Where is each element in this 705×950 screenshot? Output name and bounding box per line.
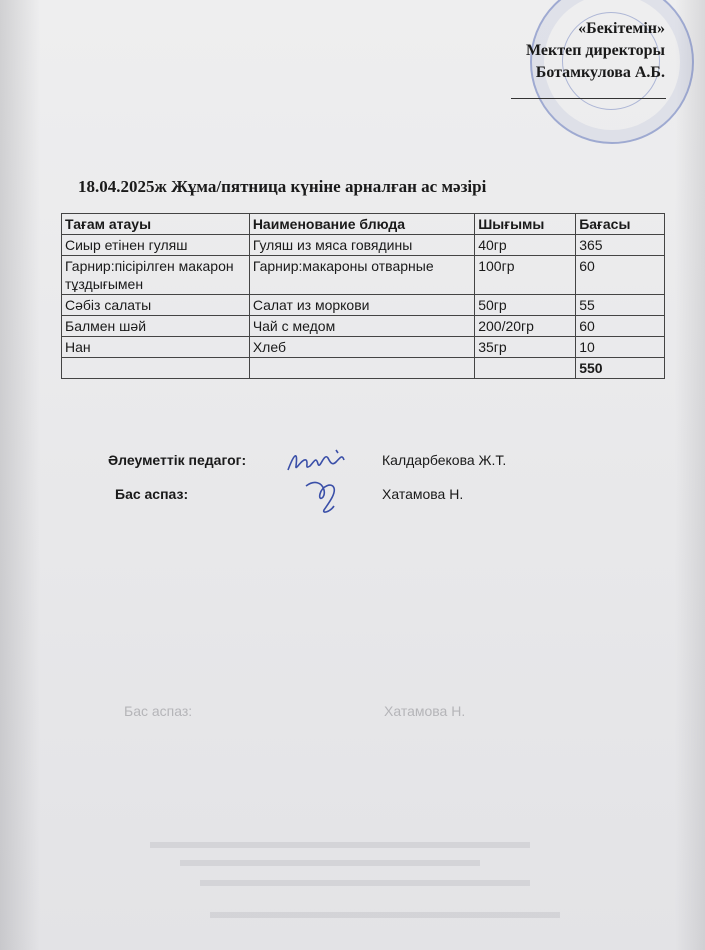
cell-yield: 200/20гр [475, 316, 576, 337]
bleed-through-line [200, 880, 530, 886]
bleed-through-line [210, 912, 560, 918]
cell-empty [475, 358, 576, 379]
page-edge-shadow [0, 0, 40, 950]
page-edge-shadow-right [675, 0, 705, 950]
cell-price: 60 [576, 256, 665, 295]
cook-signature [300, 472, 350, 518]
cell-price: 10 [576, 337, 665, 358]
table-total-row [62, 358, 665, 379]
bleed-through-label: Бас аспаз: [124, 703, 193, 719]
cell-empty [62, 358, 250, 379]
document-title: 18.04.2025ж Жұма/пятница күніне арналған ас мәзірі [78, 177, 487, 196]
table-row [62, 295, 665, 316]
cook-label: Бас аспаз: [115, 486, 189, 502]
cell-dish-ru: Салат из моркови [249, 295, 474, 316]
cell-price: 365 [576, 235, 665, 256]
cell-price: 55 [576, 295, 665, 316]
table-row [62, 316, 665, 337]
cell-dish-ru: Чай с медом [249, 316, 474, 337]
table-row [62, 256, 665, 295]
pedagog-label: Әлеуметтік педагог: [108, 452, 247, 468]
cell-yield: 100гр [475, 256, 576, 295]
cell-dish-kz: Нан [62, 337, 250, 358]
cell-dish-kz: Сәбіз салаты [62, 295, 250, 316]
cell-yield: 35гр [475, 337, 576, 358]
cell-yield: 40гр [475, 235, 576, 256]
cell-empty [249, 358, 474, 379]
header-price: Бағасы [576, 214, 665, 235]
cell-dish-ru: Хлеб [249, 337, 474, 358]
cell-dish-ru: Гарнир:макароны отварные [249, 256, 474, 295]
cell-price: 60 [576, 316, 665, 337]
bleed-through-line [180, 860, 480, 866]
pedagog-name: Калдарбекова Ж.Т. [382, 452, 507, 468]
cell-yield: 50гр [475, 295, 576, 316]
table-row [62, 337, 665, 358]
approval-position: Мектеп директоры [526, 42, 665, 59]
menu-table [61, 213, 665, 379]
approval-name: Ботамкулова А.Б. [535, 64, 665, 81]
bleed-through-name: Хатамова Н. [384, 703, 466, 719]
cell-dish-kz: Балмен шәй [62, 316, 250, 337]
cell-total: 550 [576, 358, 665, 379]
cell-dish-kz: Сиыр етінен гуляш [62, 235, 250, 256]
header-dish-kz: Тағам атауы [62, 214, 250, 235]
bleed-through-line [150, 842, 530, 848]
table-row [62, 235, 665, 256]
cell-dish-ru: Гуляш из мяса говядины [249, 235, 474, 256]
table-header-row [62, 214, 665, 235]
approval-heading: «Бекітемін» [578, 20, 665, 37]
cell-dish-kz: Гарнир:пісірілген макарон тұздығымен [62, 256, 250, 295]
approval-block [526, 18, 665, 84]
approval-signature-line [511, 98, 666, 99]
header-yield: Шығымы [475, 214, 576, 235]
header-dish-ru: Наименование блюда [249, 214, 474, 235]
cook-name: Хатамова Н. [382, 486, 464, 502]
